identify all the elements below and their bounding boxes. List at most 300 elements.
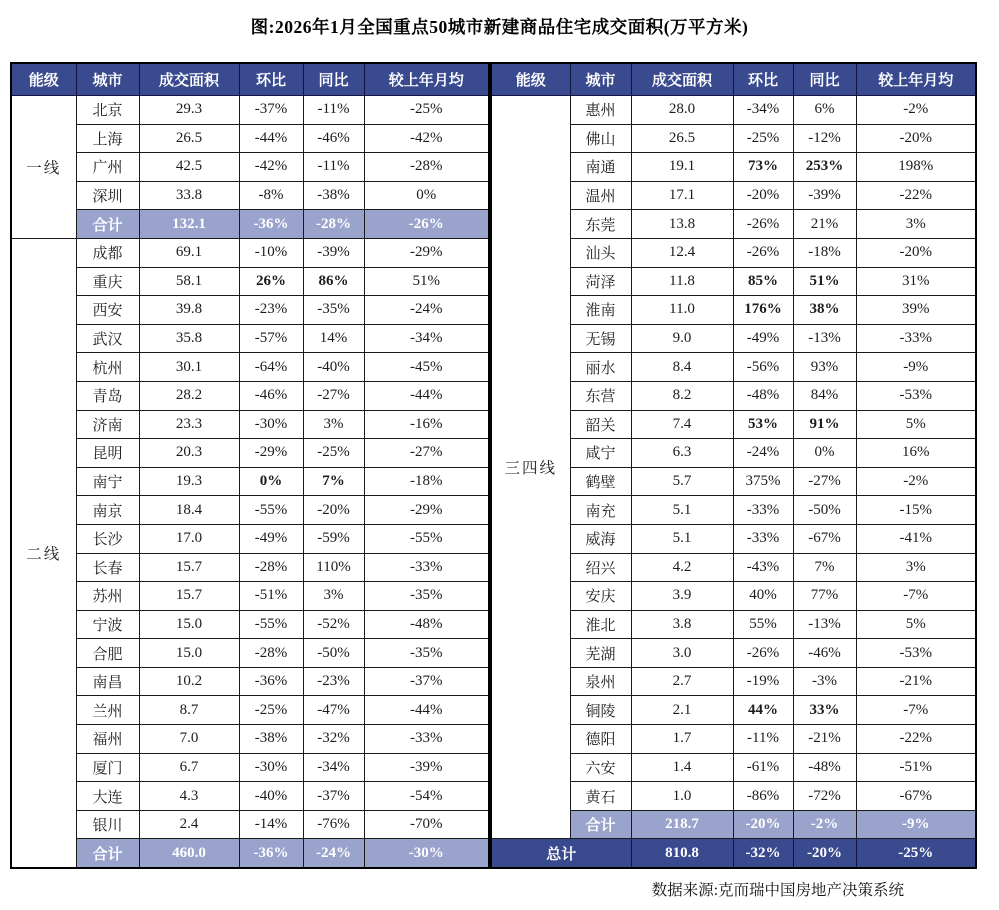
city-cell: 绍兴 <box>570 553 631 582</box>
mom-cell: -20% <box>733 810 793 839</box>
subtotal-label-cell: 合计 <box>76 839 139 868</box>
vs-avg-cell: -29% <box>364 238 489 267</box>
vs-avg-cell: -9% <box>856 353 976 382</box>
area-cell: 5.7 <box>631 467 733 496</box>
vs-avg-cell: 5% <box>856 610 976 639</box>
yoy-cell: -40% <box>303 353 364 382</box>
table-row <box>11 296 489 325</box>
yoy-cell: -39% <box>793 181 856 210</box>
yoy-cell: -38% <box>303 181 364 210</box>
area-cell: 13.8 <box>631 210 733 239</box>
right-city-table <box>490 62 977 869</box>
subtotal-row <box>11 839 489 868</box>
vs-avg-cell: 5% <box>856 410 976 439</box>
mom-cell: -48% <box>733 381 793 410</box>
mom-cell: -14% <box>239 810 303 839</box>
area-cell: 28.2 <box>139 381 239 410</box>
mom-cell: -26% <box>733 639 793 668</box>
table-row <box>11 667 489 696</box>
area-cell: 26.5 <box>139 124 239 153</box>
city-cell: 南京 <box>76 496 139 525</box>
area-cell: 3.8 <box>631 610 733 639</box>
area-cell: 33.8 <box>139 181 239 210</box>
yoy-cell: -24% <box>303 839 364 868</box>
city-cell: 西安 <box>76 296 139 325</box>
mom-cell: -64% <box>239 353 303 382</box>
column-header-2: 成交面积 <box>139 63 239 96</box>
area-cell: 11.0 <box>631 296 733 325</box>
mom-cell: -20% <box>733 181 793 210</box>
area-cell: 2.7 <box>631 667 733 696</box>
vs-avg-cell: -42% <box>364 124 489 153</box>
city-cell: 安庆 <box>570 582 631 611</box>
yoy-cell: -46% <box>303 124 364 153</box>
mom-cell: -30% <box>239 410 303 439</box>
yoy-cell: -35% <box>303 296 364 325</box>
yoy-cell: -39% <box>303 238 364 267</box>
vs-avg-cell: -34% <box>364 324 489 353</box>
mom-cell: -36% <box>239 839 303 868</box>
area-cell: 17.1 <box>631 181 733 210</box>
yoy-cell: 253% <box>793 153 856 182</box>
mom-cell: -49% <box>733 324 793 353</box>
city-cell: 无锡 <box>570 324 631 353</box>
area-cell: 2.1 <box>631 696 733 725</box>
area-cell: 4.2 <box>631 553 733 582</box>
area-cell: 7.0 <box>139 725 239 754</box>
city-cell: 宁波 <box>76 610 139 639</box>
area-cell: 28.0 <box>631 96 733 125</box>
column-header-3: 环比 <box>239 63 303 96</box>
table-row <box>11 181 489 210</box>
area-cell: 1.7 <box>631 725 733 754</box>
area-cell: 42.5 <box>139 153 239 182</box>
area-cell: 8.2 <box>631 381 733 410</box>
yoy-cell: -52% <box>303 610 364 639</box>
area-cell: 8.7 <box>139 696 239 725</box>
mom-cell: -44% <box>239 124 303 153</box>
yoy-cell: -3% <box>793 667 856 696</box>
table-row <box>11 96 489 125</box>
city-cell: 铜陵 <box>570 696 631 725</box>
city-cell: 厦门 <box>76 753 139 782</box>
mom-cell: 53% <box>733 410 793 439</box>
city-cell: 昆明 <box>76 439 139 468</box>
column-header-2: 成交面积 <box>631 63 733 96</box>
mom-cell: 85% <box>733 267 793 296</box>
vs-avg-cell: -2% <box>856 96 976 125</box>
table-row <box>11 725 489 754</box>
area-cell: 20.3 <box>139 439 239 468</box>
city-cell: 泉州 <box>570 667 631 696</box>
city-cell: 重庆 <box>76 267 139 296</box>
column-header-5: 较上年月均 <box>856 63 976 96</box>
table-row <box>11 582 489 611</box>
mom-cell: -30% <box>239 753 303 782</box>
area-cell: 132.1 <box>139 210 239 239</box>
city-cell: 兰州 <box>76 696 139 725</box>
table-row <box>11 353 489 382</box>
column-header-1: 城市 <box>570 63 631 96</box>
column-header-4: 同比 <box>303 63 364 96</box>
vs-avg-cell: -53% <box>856 639 976 668</box>
mom-cell: -42% <box>239 153 303 182</box>
vs-avg-cell: -37% <box>364 667 489 696</box>
vs-avg-cell: -22% <box>856 725 976 754</box>
city-cell: 长春 <box>76 553 139 582</box>
city-cell: 汕头 <box>570 238 631 267</box>
mom-cell: -24% <box>733 439 793 468</box>
vs-avg-cell: -29% <box>364 496 489 525</box>
table-row <box>11 267 489 296</box>
yoy-cell: 84% <box>793 381 856 410</box>
mom-cell: -19% <box>733 667 793 696</box>
mom-cell: -49% <box>239 524 303 553</box>
mom-cell: 0% <box>239 467 303 496</box>
yoy-cell: -20% <box>793 839 856 868</box>
vs-avg-cell: 31% <box>856 267 976 296</box>
city-cell: 南充 <box>570 496 631 525</box>
yoy-cell: 51% <box>793 267 856 296</box>
mom-cell: -10% <box>239 238 303 267</box>
grand-total-row <box>491 839 976 868</box>
city-cell: 韶关 <box>570 410 631 439</box>
vs-avg-cell: -2% <box>856 467 976 496</box>
city-cell: 济南 <box>76 410 139 439</box>
vs-avg-cell: -24% <box>364 296 489 325</box>
yoy-cell: -47% <box>303 696 364 725</box>
column-header-0: 能级 <box>491 63 570 96</box>
yoy-cell: -28% <box>303 210 364 239</box>
city-cell: 长沙 <box>76 524 139 553</box>
mom-cell: -57% <box>239 324 303 353</box>
column-header-0: 能级 <box>11 63 76 96</box>
mom-cell: -86% <box>733 782 793 811</box>
vs-avg-cell: -67% <box>856 782 976 811</box>
table-row <box>11 753 489 782</box>
city-cell: 芜湖 <box>570 639 631 668</box>
area-cell: 1.0 <box>631 782 733 811</box>
mom-cell: 73% <box>733 153 793 182</box>
table-row <box>11 381 489 410</box>
mom-cell: -33% <box>733 524 793 553</box>
yoy-cell: -2% <box>793 810 856 839</box>
table-row <box>11 324 489 353</box>
yoy-cell: -32% <box>303 725 364 754</box>
vs-avg-cell: -20% <box>856 124 976 153</box>
left-city-table <box>10 62 490 869</box>
city-cell: 青岛 <box>76 381 139 410</box>
yoy-cell: -76% <box>303 810 364 839</box>
mom-cell: -32% <box>733 839 793 868</box>
area-cell: 35.8 <box>139 324 239 353</box>
yoy-cell: -46% <box>793 639 856 668</box>
city-cell: 德阳 <box>570 725 631 754</box>
vs-avg-cell: -15% <box>856 496 976 525</box>
vs-avg-cell: -44% <box>364 696 489 725</box>
yoy-cell: 33% <box>793 696 856 725</box>
city-cell: 南宁 <box>76 467 139 496</box>
yoy-cell: 3% <box>303 410 364 439</box>
yoy-cell: -25% <box>303 439 364 468</box>
area-cell: 58.1 <box>139 267 239 296</box>
table-row <box>11 782 489 811</box>
vs-avg-cell: 51% <box>364 267 489 296</box>
vs-avg-cell: -51% <box>856 753 976 782</box>
mom-cell: 44% <box>733 696 793 725</box>
area-cell: 7.4 <box>631 410 733 439</box>
city-cell: 菏泽 <box>570 267 631 296</box>
area-cell: 1.4 <box>631 753 733 782</box>
city-cell: 深圳 <box>76 181 139 210</box>
column-header-4: 同比 <box>793 63 856 96</box>
yoy-cell: -21% <box>793 725 856 754</box>
vs-avg-cell: -45% <box>364 353 489 382</box>
data-table-container <box>10 62 989 869</box>
data-source-note: 数据来源:克而瑞中国房地产决策系统 <box>651 882 904 899</box>
area-cell: 23.3 <box>139 410 239 439</box>
area-cell: 2.4 <box>139 810 239 839</box>
area-cell: 8.4 <box>631 353 733 382</box>
mom-cell: -36% <box>239 667 303 696</box>
yoy-cell: 93% <box>793 353 856 382</box>
yoy-cell: -59% <box>303 524 364 553</box>
table-row <box>11 410 489 439</box>
area-cell: 3.9 <box>631 582 733 611</box>
mom-cell: -29% <box>239 439 303 468</box>
mom-cell: -56% <box>733 353 793 382</box>
vs-avg-cell: -20% <box>856 238 976 267</box>
vs-avg-cell: 39% <box>856 296 976 325</box>
vs-avg-cell: -25% <box>856 839 976 868</box>
city-cell: 合肥 <box>76 639 139 668</box>
mom-cell: -61% <box>733 753 793 782</box>
mom-cell: -28% <box>239 639 303 668</box>
mom-cell: -28% <box>239 553 303 582</box>
area-cell: 11.8 <box>631 267 733 296</box>
city-cell: 鹤壁 <box>570 467 631 496</box>
city-cell: 苏州 <box>76 582 139 611</box>
vs-avg-cell: -28% <box>364 153 489 182</box>
area-cell: 3.0 <box>631 639 733 668</box>
area-cell: 12.4 <box>631 238 733 267</box>
mom-cell: -40% <box>239 782 303 811</box>
yoy-cell: -50% <box>793 496 856 525</box>
city-cell: 大连 <box>76 782 139 811</box>
area-cell: 810.8 <box>631 839 733 868</box>
yoy-cell: 7% <box>793 553 856 582</box>
city-cell: 淮北 <box>570 610 631 639</box>
yoy-cell: -23% <box>303 667 364 696</box>
area-cell: 26.5 <box>631 124 733 153</box>
table-row <box>11 639 489 668</box>
area-cell: 19.3 <box>139 467 239 496</box>
area-cell: 18.4 <box>139 496 239 525</box>
yoy-cell: -27% <box>303 381 364 410</box>
area-cell: 460.0 <box>139 839 239 868</box>
vs-avg-cell: 3% <box>856 210 976 239</box>
city-cell: 成都 <box>76 238 139 267</box>
table-row <box>11 696 489 725</box>
yoy-cell: -11% <box>303 96 364 125</box>
city-cell: 惠州 <box>570 96 631 125</box>
vs-avg-cell: -33% <box>856 324 976 353</box>
city-cell: 北京 <box>76 96 139 125</box>
vs-avg-cell: -27% <box>364 439 489 468</box>
city-cell: 温州 <box>570 181 631 210</box>
vs-avg-cell: -9% <box>856 810 976 839</box>
vs-avg-cell: -33% <box>364 725 489 754</box>
area-cell: 10.2 <box>139 667 239 696</box>
area-cell: 15.7 <box>139 553 239 582</box>
yoy-cell: 7% <box>303 467 364 496</box>
table-row <box>11 524 489 553</box>
vs-avg-cell: -21% <box>856 667 976 696</box>
table-row <box>11 238 489 267</box>
vs-avg-cell: -25% <box>364 96 489 125</box>
yoy-cell: -18% <box>793 238 856 267</box>
mom-cell: -11% <box>733 725 793 754</box>
subtotal-label-cell: 合计 <box>570 810 631 839</box>
yoy-cell: -72% <box>793 782 856 811</box>
city-cell: 咸宁 <box>570 439 631 468</box>
area-cell: 30.1 <box>139 353 239 382</box>
area-cell: 4.3 <box>139 782 239 811</box>
city-cell: 东莞 <box>570 210 631 239</box>
yoy-cell: -50% <box>303 639 364 668</box>
area-cell: 19.1 <box>631 153 733 182</box>
yoy-cell: 6% <box>793 96 856 125</box>
table-row <box>11 467 489 496</box>
city-cell: 六安 <box>570 753 631 782</box>
mom-cell: -26% <box>733 238 793 267</box>
yoy-cell: 110% <box>303 553 364 582</box>
area-cell: 218.7 <box>631 810 733 839</box>
vs-avg-cell: -35% <box>364 639 489 668</box>
mom-cell: 40% <box>733 582 793 611</box>
yoy-cell: -20% <box>303 496 364 525</box>
yoy-cell: 86% <box>303 267 364 296</box>
vs-avg-cell: -22% <box>856 181 976 210</box>
city-cell: 银川 <box>76 810 139 839</box>
subtotal-label-cell: 合计 <box>76 210 139 239</box>
mom-cell: -34% <box>733 96 793 125</box>
grand-total-label-cell: 总计 <box>491 839 631 868</box>
vs-avg-cell: -54% <box>364 782 489 811</box>
city-cell: 黄石 <box>570 782 631 811</box>
mom-cell: -55% <box>239 496 303 525</box>
area-cell: 29.3 <box>139 96 239 125</box>
table-row <box>11 553 489 582</box>
table-row <box>11 496 489 525</box>
mom-cell: 176% <box>733 296 793 325</box>
vs-avg-cell: 3% <box>856 553 976 582</box>
mom-cell: -37% <box>239 96 303 125</box>
yoy-cell: -11% <box>303 153 364 182</box>
vs-avg-cell: -70% <box>364 810 489 839</box>
area-cell: 69.1 <box>139 238 239 267</box>
vs-avg-cell: -41% <box>856 524 976 553</box>
area-cell: 15.0 <box>139 610 239 639</box>
vs-avg-cell: -55% <box>364 524 489 553</box>
header-row <box>11 63 489 96</box>
area-cell: 6.3 <box>631 439 733 468</box>
mom-cell: 55% <box>733 610 793 639</box>
yoy-cell: -34% <box>303 753 364 782</box>
city-cell: 福州 <box>76 725 139 754</box>
header-row <box>491 63 976 96</box>
mom-cell: -26% <box>733 210 793 239</box>
yoy-cell: -37% <box>303 782 364 811</box>
vs-avg-cell: -39% <box>364 753 489 782</box>
table-row <box>11 153 489 182</box>
city-cell: 丽水 <box>570 353 631 382</box>
mom-cell: -25% <box>733 124 793 153</box>
city-cell: 东营 <box>570 381 631 410</box>
vs-avg-cell: -35% <box>364 582 489 611</box>
yoy-cell: -67% <box>793 524 856 553</box>
column-header-5: 较上年月均 <box>364 63 489 96</box>
mom-cell: -25% <box>239 696 303 725</box>
city-cell: 佛山 <box>570 124 631 153</box>
mom-cell: -51% <box>239 582 303 611</box>
mom-cell: -36% <box>239 210 303 239</box>
column-header-1: 城市 <box>76 63 139 96</box>
vs-avg-cell: 0% <box>364 181 489 210</box>
mom-cell: -46% <box>239 381 303 410</box>
yoy-cell: 0% <box>793 439 856 468</box>
mom-cell: -23% <box>239 296 303 325</box>
table-row <box>11 810 489 839</box>
yoy-cell: 21% <box>793 210 856 239</box>
column-header-3: 环比 <box>733 63 793 96</box>
city-cell: 上海 <box>76 124 139 153</box>
city-cell: 武汉 <box>76 324 139 353</box>
vs-avg-cell: -7% <box>856 582 976 611</box>
yoy-cell: -27% <box>793 467 856 496</box>
yoy-cell: -13% <box>793 610 856 639</box>
mom-cell: 375% <box>733 467 793 496</box>
mom-cell: 26% <box>239 267 303 296</box>
mom-cell: -8% <box>239 181 303 210</box>
yoy-cell: 3% <box>303 582 364 611</box>
tier-cell: 二线 <box>11 238 76 868</box>
vs-avg-cell: -30% <box>364 839 489 868</box>
city-cell: 威海 <box>570 524 631 553</box>
mom-cell: -38% <box>239 725 303 754</box>
yoy-cell: 38% <box>793 296 856 325</box>
vs-avg-cell: -26% <box>364 210 489 239</box>
vs-avg-cell: -44% <box>364 381 489 410</box>
yoy-cell: -12% <box>793 124 856 153</box>
area-cell: 39.8 <box>139 296 239 325</box>
yoy-cell: 14% <box>303 324 364 353</box>
table-row <box>491 96 976 125</box>
area-cell: 6.7 <box>139 753 239 782</box>
mom-cell: -43% <box>733 553 793 582</box>
area-cell: 15.0 <box>139 639 239 668</box>
yoy-cell: -13% <box>793 324 856 353</box>
area-cell: 15.7 <box>139 582 239 611</box>
city-cell: 广州 <box>76 153 139 182</box>
yoy-cell: 91% <box>793 410 856 439</box>
yoy-cell: 77% <box>793 582 856 611</box>
city-cell: 杭州 <box>76 353 139 382</box>
subtotal-row <box>11 210 489 239</box>
city-cell: 南通 <box>570 153 631 182</box>
vs-avg-cell: -18% <box>364 467 489 496</box>
mom-cell: -33% <box>733 496 793 525</box>
